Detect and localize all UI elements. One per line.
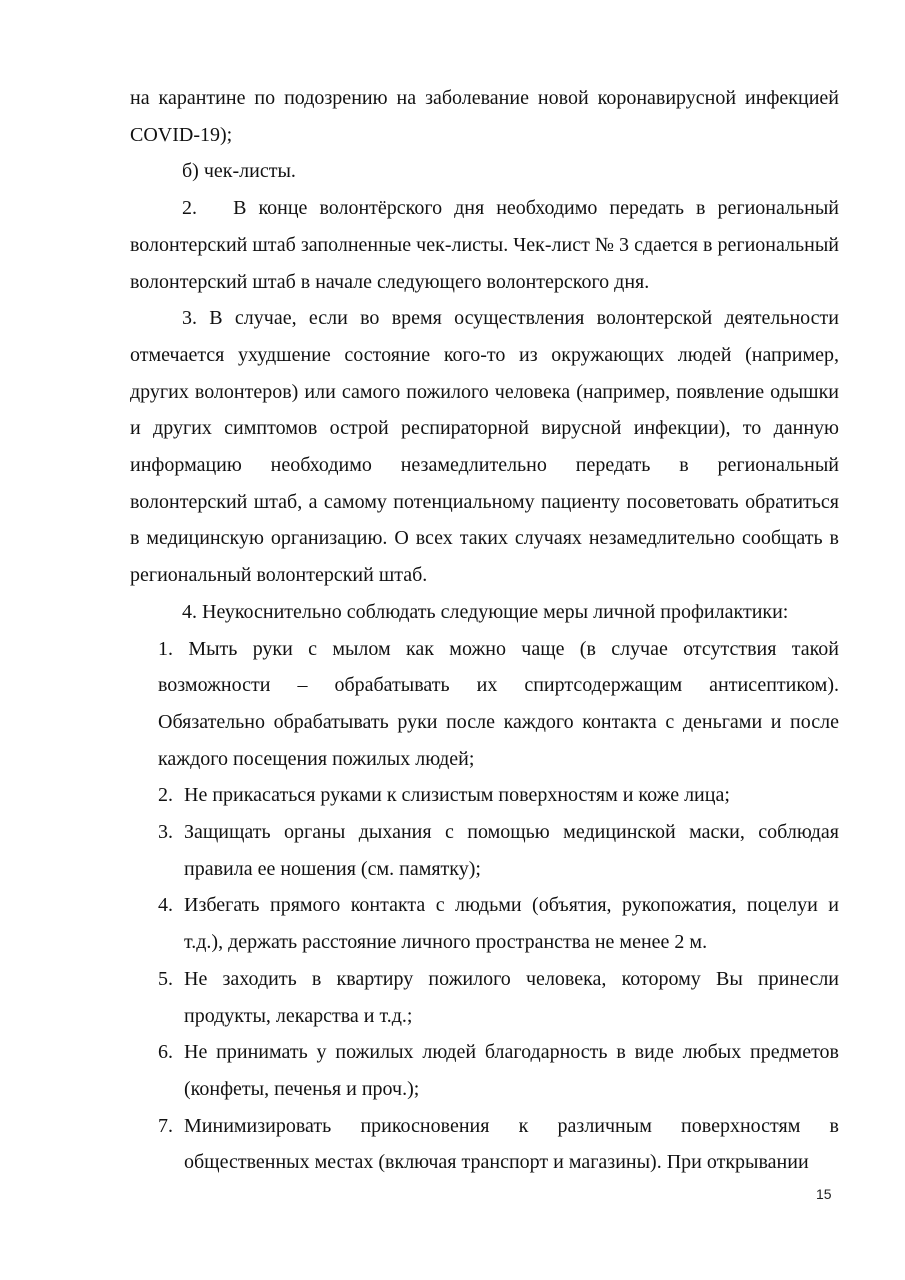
list-item-text: Минимизировать прикосновения к различным поверхностям в общественных местах (включая транспорт и магазины). При открывании: [184, 1114, 839, 1174]
list-item: [130, 1108, 839, 1181]
list-item-text: Защищать органы дыхания с помощью медицинской маски, соблюдая правила ее ношения (см. памятку);: [184, 821, 839, 880]
list-item: [130, 887, 839, 960]
paragraph-item-2-number: 2.: [182, 197, 197, 220]
paragraph-item-3: 3. В случае, если во время осуществления волонтерской деятельности отмечается ухудшение состояние кого-то из окружающих людей (например, других волонтеров) или самого пожилого человека (например, появление одышки и других симптомов острой респираторной вирусной инфекции), то данную информацию необходимо незамедлительно передать в региональный волонтерский штаб, а самому потенциальному пациенту посоветовать обратиться в медицинскую организацию. О всех таких случаях незамедлительно сообщать в региональный волонтерский штаб.: [130, 307, 839, 587]
list-item-number: 7.: [158, 1114, 173, 1137]
list-item-text: Мыть руки с мылом как можно чаще (в случае отсутствия такой возможности – обрабатывать их спиртсодержащим антисептиком). Обязательно обрабатывать руки после каждого контакта с деньгами и после каждого посещения пожилых людей;: [158, 637, 840, 770]
document-body: [130, 80, 839, 1181]
prevention-measures-list: [130, 631, 839, 1182]
paragraph-checklists: б) чек-листы.: [182, 160, 296, 183]
list-item-text: Не прикасаться руками к слизистым поверхностям и коже лица;: [184, 784, 730, 807]
list-item-text: Избегать прямого контакта с людьми (объятия, рукопожатия, поцелуи и т.д.), держать расстояние личного пространства не менее 2 м.: [184, 894, 839, 954]
list-item: [130, 1034, 839, 1107]
page-number: 15: [816, 1186, 832, 1202]
paragraph-item-2-text: В конце волонтёрского дня необходимо передать в региональный волонтерский штаб заполненные чек-листы. Чек-лист № 3 сдается в региональный волонтерский штаб в начале следующего волонтерского дня.: [130, 197, 839, 293]
list-item: [130, 961, 839, 1034]
list-item-number: 6.: [158, 1041, 173, 1064]
paragraph-continuation: на карантине по подозрению на заболевание новой коронавирусной инфекцией COVID-19);: [130, 87, 839, 146]
list-item-number: 4.: [158, 894, 173, 917]
list-item: [130, 814, 839, 887]
paragraph-item-4: 4. Неукоснительно соблюдать следующие меры личной профилактики:: [182, 600, 789, 623]
list-item: [130, 777, 839, 814]
list-item-number: 1.: [158, 637, 173, 660]
list-item-number: 3.: [158, 821, 173, 844]
list-item-number: 5.: [158, 967, 173, 990]
list-item: [130, 631, 839, 778]
list-item-text: Не принимать у пожилых людей благодарность в виде любых предметов (конфеты, печенья и проч.);: [184, 1041, 839, 1100]
paragraph-item-2: [130, 190, 839, 300]
list-item-number: 2.: [158, 784, 173, 807]
list-item-text: Не заходить в квартиру пожилого человека, которому Вы принесли продукты, лекарства и т.д.;: [184, 967, 839, 1027]
